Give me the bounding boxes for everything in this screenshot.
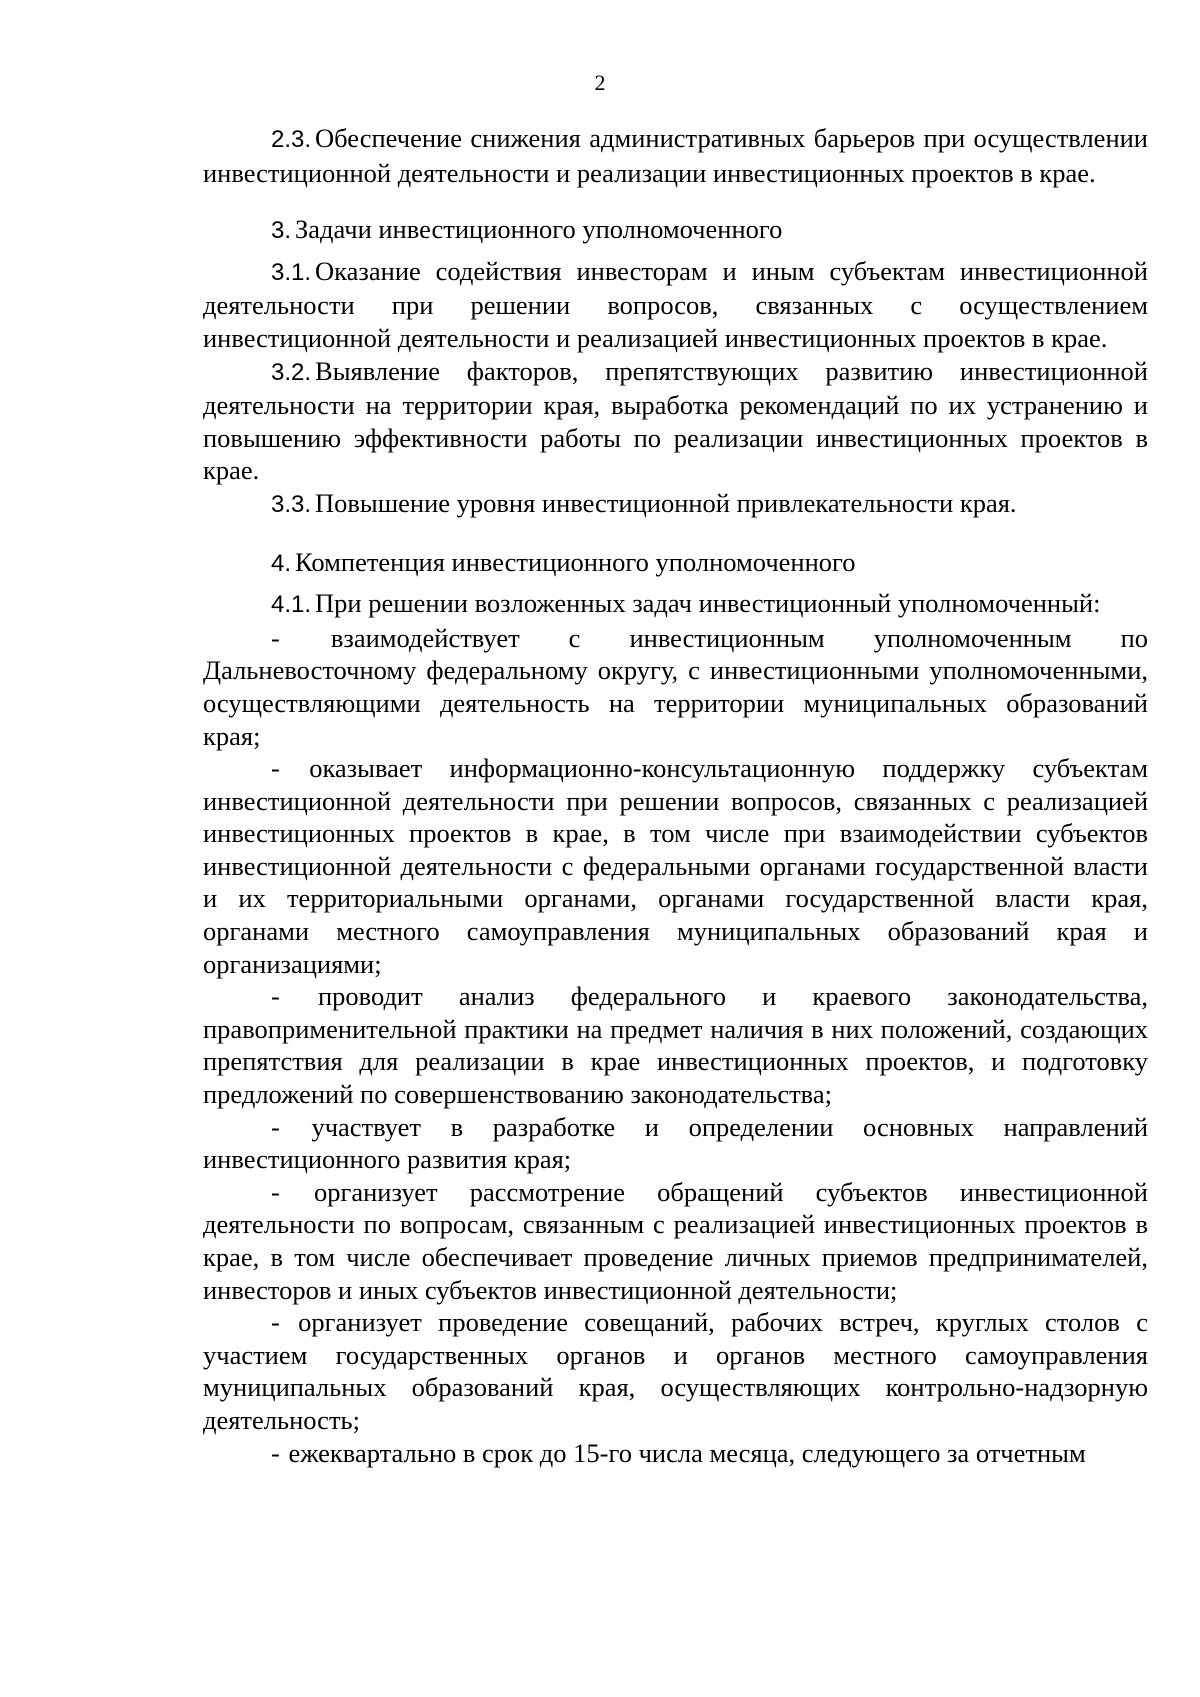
heading-number: 3.	[271, 217, 292, 245]
bullet-text: ежеквартально в срок до 15-го числа месяца, следующего за отчетным	[288, 1437, 1086, 1468]
bullet-text: организует рассмотрение обращений субъектов инвестиционной деятельности по вопросам, связанным с реализацией инвестиционных проектов в крае, в том числе обеспечивает проведение личных приемов предпринимателей, инвесторов и иных субъектов инвестиционной деятельности;	[203, 1176, 1148, 1305]
paragraph-text: При решении возложенных задач инвестиционный уполномоченный:	[315, 588, 1101, 619]
section-heading-3	[203, 213, 1148, 248]
heading-text: Задачи инвестиционного уполномоченного	[295, 214, 783, 245]
paragraph-2-3	[203, 122, 1148, 189]
paragraph-text: Обеспечение снижения административных барьеров при осуществлении инвестиционной деятельности и реализации инвестиционных проектов в крае.	[203, 123, 1148, 188]
bullet-item-3	[203, 980, 1148, 1110]
paragraph-text: Выявление факторов, препятствующих развитию инвестиционной деятельности на территории края, выработка рекомендаций по их устранению и повышению эффективности работы по реализации инвестиционных проектов в крае.	[203, 355, 1148, 486]
section-heading-4	[203, 546, 1148, 581]
bullet-dash: -	[271, 753, 280, 784]
bullet-item-2	[203, 752, 1148, 980]
bullet-item-5	[203, 1176, 1148, 1306]
bullet-dash: -	[271, 1307, 280, 1338]
paragraph-number: 4.1.	[271, 591, 312, 619]
bullet-item-4	[203, 1111, 1148, 1176]
bullet-text: проводит анализ федерального и краевого законодательства, правоприменительной практики на предмет наличия в них положений, создающих препятствия для реализации в крае инвестиционных проектов, и подготовку предложений по совершенствованию законодательства;	[203, 981, 1149, 1110]
paragraph-3-3	[203, 487, 1148, 522]
paragraph-number: 3.1.	[271, 258, 312, 286]
heading-number: 4.	[271, 549, 292, 577]
bullet-dash: -	[271, 622, 280, 653]
paragraph-text: Повышение уровня инвестиционной привлекательности края.	[315, 487, 1017, 518]
bullet-text: оказывает информационно-консультационную поддержку субъектам инвестиционной деятельности при решении вопросов, связанных с реализацией инвестиционных проектов в крае, в том числе при взаимодействии субъектов инвестиционной деятельности с федеральными органами государственной власти и их территориальными органами, органами государственной власти края, органами местного самоуправления муниципальных образований края и организациями;	[203, 753, 1149, 979]
paragraph-3-2	[203, 355, 1148, 487]
bullet-item-7	[203, 1437, 1148, 1470]
paragraph-number: 3.3.	[271, 490, 312, 518]
bullet-item-6	[203, 1306, 1148, 1436]
page-number: 2	[594, 70, 606, 95]
document-body	[203, 122, 1148, 1469]
bullet-text: участвует в разработке и определении основных направлений инвестиционного развития края;	[203, 1111, 1149, 1175]
heading-text: Компетенция инвестиционного уполномоченного	[295, 546, 856, 577]
bullet-dash: -	[271, 1437, 280, 1468]
bullet-dash: -	[271, 1111, 280, 1142]
paragraph-number: 3.2.	[271, 358, 312, 386]
bullet-text: взаимодействует с инвестиционным уполномоченным по Дальневосточному федеральному округу, с инвестиционными уполномоченными, осуществляющими деятельность на территории муниципальных образований края;	[203, 622, 1149, 751]
bullet-dash: -	[271, 1176, 280, 1207]
bullet-dash: -	[271, 981, 280, 1012]
bullet-item-1	[203, 622, 1148, 752]
paragraph-text: Оказание содействия инвесторам и иным субъектам инвестиционной деятельности при решении вопросов, связанных с осуществлением инвестиционной деятельности и реализацией инвестиционных проектов в крае.	[203, 255, 1148, 353]
paragraph-4-1	[203, 587, 1148, 622]
bullet-text: организует проведение совещаний, рабочих встреч, круглых столов с участием государственных органов и органов местного самоуправления муниципальных образований края, осуществляющих контрольно-надзорную деятельность;	[203, 1307, 1148, 1435]
paragraph-3-1	[203, 255, 1148, 355]
paragraph-number: 2.3.	[271, 126, 312, 153]
